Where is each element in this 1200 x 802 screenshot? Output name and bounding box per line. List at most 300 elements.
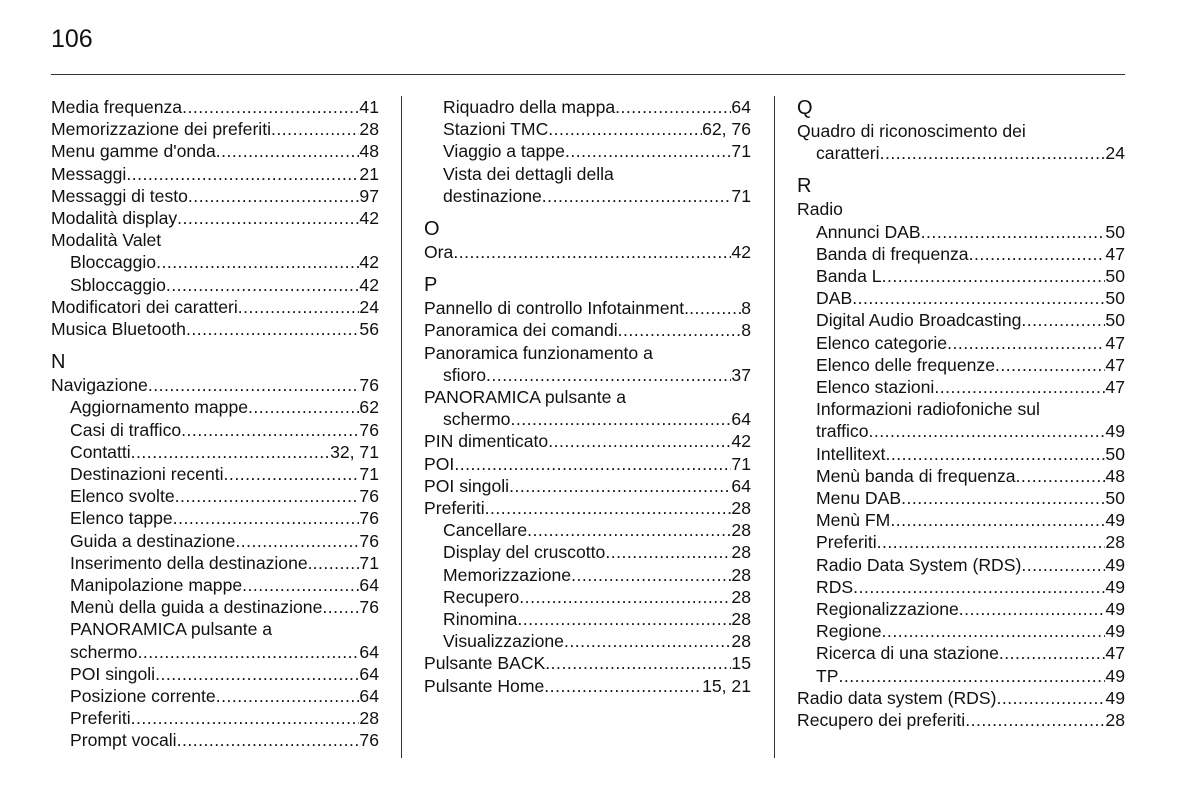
index-entry [51, 485, 379, 507]
index-entry [51, 419, 379, 441]
index-entry [51, 185, 379, 207]
section-letter: O [424, 218, 440, 241]
index-entry [424, 475, 751, 497]
index-term: Menù FM [816, 510, 891, 531]
page-reference: 8 [741, 320, 751, 341]
section-letter: N [51, 351, 66, 374]
index-heading: Modalità Valet [51, 230, 162, 251]
page-reference: 48 [359, 141, 379, 162]
index-term: Preferiti [816, 532, 877, 553]
index-term: Regionalizzazione [816, 599, 959, 620]
index-entry [51, 707, 379, 729]
page-reference: 62 [359, 397, 379, 418]
page-reference: 28 [731, 586, 751, 607]
column-divider-2 [774, 96, 775, 758]
page-reference: 76 [359, 597, 379, 618]
page-reference: 50 [1105, 310, 1125, 331]
index-term: Recupero dei preferiti [797, 710, 966, 731]
page-reference: 64 [731, 97, 751, 117]
dot-leader [965, 709, 1105, 731]
page-reference: 97 [359, 185, 379, 206]
index-term: Menu DAB [816, 488, 902, 509]
index-heading: PANORAMICA pulsante a [70, 619, 273, 640]
index-term: Display del cruscotto [443, 542, 606, 563]
index-entry [797, 487, 1125, 509]
index-term: Annunci DAB [816, 221, 921, 242]
page-reference: 28 [731, 520, 751, 541]
index-entry [51, 641, 379, 663]
dot-leader [564, 630, 731, 652]
dot-leader [188, 185, 360, 207]
index-term: Menù della guida a destinazione [70, 597, 323, 618]
index-entry [797, 687, 1125, 709]
dot-leader [947, 332, 1105, 354]
column-divider-1 [401, 96, 402, 758]
index-term: Pulsante Home [424, 675, 545, 696]
page-reference: 64 [731, 475, 751, 496]
page-reference: 28 [731, 564, 751, 585]
dot-leader [485, 497, 732, 519]
index-term: Messaggi [51, 163, 127, 184]
page-reference: 49 [1105, 665, 1125, 686]
index-term: PIN dimenticato [424, 431, 549, 452]
index-entry [51, 552, 379, 574]
dot-leader [454, 453, 731, 475]
dot-leader [148, 374, 360, 396]
dot-leader [618, 319, 742, 341]
index-entry [51, 207, 379, 229]
index-entry [424, 96, 751, 118]
dot-leader [548, 430, 731, 452]
index-term: Inserimento della destinazione. [70, 552, 313, 573]
page-reference: 32, 71 [330, 441, 379, 462]
page-reference: 37 [731, 364, 751, 385]
dot-leader [177, 729, 360, 751]
index-heading: PANORAMICA pulsante a [424, 387, 627, 408]
index-entry [424, 319, 751, 341]
page-reference: 49 [1105, 510, 1125, 531]
index-entry [797, 309, 1125, 331]
index-term: Visualizzazione [443, 631, 564, 652]
index-term: Ricerca di una stazione [816, 643, 999, 664]
index-term: RDS [816, 576, 854, 597]
page-reference: 49 [1105, 554, 1125, 575]
dot-leader [216, 140, 360, 162]
index-term: Riquadro della mappa [443, 97, 616, 117]
dot-leader [901, 487, 1105, 509]
index-entry [424, 608, 751, 630]
dot-leader [224, 463, 360, 485]
index-entry [424, 241, 751, 263]
page-reference: 50 [1105, 488, 1125, 509]
page-reference: 28 [1105, 532, 1125, 553]
page-reference: 64 [359, 575, 379, 596]
index-entry [797, 221, 1125, 243]
dot-leader [155, 663, 359, 685]
index-entry [424, 185, 751, 207]
page-reference: 47 [1105, 243, 1125, 264]
index-term: Manipolazione mappe [70, 575, 243, 596]
dot-leader [126, 163, 359, 185]
page-reference: 49 [1105, 576, 1125, 597]
page-reference: 42 [359, 252, 379, 273]
dot-leader [548, 118, 702, 140]
index-entry [51, 685, 379, 707]
index-entry [51, 296, 379, 318]
section-letter: P [424, 274, 438, 297]
index-term: Guida a destinazione [70, 530, 236, 551]
page-reference: 64 [359, 686, 379, 707]
dot-leader [235, 530, 359, 552]
index-column-2 [424, 96, 751, 697]
index-term: Messaggi di testo [51, 185, 188, 206]
dot-leader [545, 652, 731, 674]
dot-leader [238, 296, 360, 318]
index-term: schermo [443, 409, 511, 430]
dot-leader [853, 576, 1105, 598]
page-reference: 47 [1105, 354, 1125, 375]
index-entry [797, 620, 1125, 642]
dot-leader [882, 265, 1106, 287]
index-entry [51, 729, 379, 751]
index-entry [51, 441, 379, 463]
page-reference: 71 [731, 141, 751, 162]
dot-leader [271, 118, 359, 140]
index-term: Regione [816, 621, 882, 642]
index-term: Menu gamme d'onda [51, 141, 216, 162]
index-term: Digital Audio Broadcasting [816, 310, 1022, 331]
page-reference: 41 [359, 97, 379, 117]
index-term: Navigazione [51, 375, 148, 396]
index-column-1 [51, 96, 379, 752]
page-reference: 47 [1105, 332, 1125, 353]
dot-leader [615, 96, 731, 118]
page-reference: 50 [1105, 288, 1125, 309]
index-term: Elenco tappe [70, 508, 173, 529]
dot-leader [216, 685, 360, 707]
dot-leader [852, 287, 1105, 309]
dot-leader [882, 620, 1106, 642]
index-term: Pannello di controllo Infotainment. [424, 298, 690, 319]
dot-leader [565, 140, 731, 162]
page-reference: 62, 76 [702, 119, 751, 140]
dot-leader [934, 376, 1105, 398]
index-term: POI singoli [70, 663, 156, 684]
index-entry [51, 374, 379, 396]
page-reference: 64 [731, 409, 751, 430]
index-entry [51, 118, 379, 140]
index-term: Cancellare [443, 520, 528, 541]
index-entry [51, 596, 379, 618]
page-reference: 47 [1105, 643, 1125, 664]
dot-leader [181, 419, 359, 441]
index-entry [51, 396, 379, 418]
page-reference: 71 [359, 464, 379, 485]
index-term: Memorizzazione dei preferiti [51, 119, 272, 140]
index-term: Modificatori dei caratteri [51, 296, 238, 317]
page-reference: 64 [359, 641, 379, 662]
index-term: sfioro [443, 364, 487, 385]
index-term: Preferiti [70, 708, 131, 729]
page-reference: 50 [1105, 221, 1125, 242]
dot-leader [177, 207, 359, 229]
page-reference: 76 [359, 508, 379, 529]
index-term: Banda di frequenza [816, 243, 969, 264]
index-entry [51, 274, 379, 296]
index-term: schermo [70, 641, 138, 662]
dot-leader [689, 297, 741, 319]
dot-leader [880, 142, 1106, 164]
index-entry [51, 140, 379, 162]
dot-leader [838, 665, 1105, 687]
index-entry [424, 675, 751, 697]
dot-leader [969, 243, 1106, 265]
index-entry [424, 519, 751, 541]
index-entry [797, 354, 1125, 376]
index-entry [797, 598, 1125, 620]
index-term: Musica Bluetooth [51, 319, 186, 340]
page-reference: 71 [359, 552, 379, 573]
index-term: Casi di traffico [70, 419, 182, 440]
index-entry [424, 564, 751, 586]
page-reference: 28 [1105, 710, 1125, 731]
page-reference: 49 [1105, 599, 1125, 620]
index-entry [797, 420, 1125, 442]
index-term: Stazioni TMC [443, 119, 549, 140]
index-term: Preferiti [424, 498, 485, 519]
section-letter: Q [797, 97, 813, 119]
index-entry [797, 642, 1125, 664]
index-term: Elenco categorie [816, 332, 948, 353]
index-entry [424, 541, 751, 563]
index-entry [424, 630, 751, 652]
index-term: Intellitext [816, 443, 886, 464]
index-entry [797, 531, 1125, 553]
index-entry [51, 96, 379, 118]
page-reference: 71 [731, 185, 751, 206]
index-entry [424, 652, 751, 674]
page-number: 106 [51, 25, 93, 53]
page-reference: 8 [741, 298, 751, 319]
dot-leader [995, 354, 1105, 376]
dot-leader [313, 552, 360, 574]
page-reference: 15 [731, 653, 751, 674]
index-term: Elenco delle frequenze [816, 354, 995, 375]
index-entry [424, 586, 751, 608]
page-reference: 49 [1105, 621, 1125, 642]
index-term: POI singoli [424, 475, 510, 496]
dot-leader [173, 507, 360, 529]
index-term: Ora [424, 242, 454, 263]
index-entry [797, 709, 1125, 731]
page-reference: 24 [359, 296, 379, 317]
dot-leader [1021, 554, 1105, 576]
dot-leader [156, 251, 359, 273]
dot-leader [509, 475, 731, 497]
page-reference: 71 [731, 453, 751, 474]
index-term: Panoramica dei comandi [424, 320, 618, 341]
dot-leader [885, 443, 1105, 465]
page-reference: 64 [359, 663, 379, 684]
page-reference: 47 [1105, 377, 1125, 398]
index-term: Posizione corrente [70, 686, 216, 707]
index-entry [51, 463, 379, 485]
index-term: Rinomina [443, 609, 518, 630]
index-entry [797, 443, 1125, 465]
index-heading: Informazioni radiofoniche sul [816, 399, 1040, 420]
index-term: Contatti [70, 441, 131, 462]
index-entry [797, 287, 1125, 309]
index-heading: Radio [797, 199, 843, 220]
page-reference: 28 [731, 609, 751, 630]
index-term: traffico [816, 421, 869, 442]
dot-leader [544, 675, 702, 697]
dot-leader [1016, 465, 1106, 487]
page-reference: 28 [731, 631, 751, 652]
page-reference: 50 [1105, 443, 1125, 464]
dot-leader [517, 608, 731, 630]
page-reference: 56 [359, 319, 379, 340]
page-reference: 24 [1105, 143, 1125, 164]
dot-leader [542, 185, 732, 207]
index-entry [797, 332, 1125, 354]
index-entry [424, 430, 751, 452]
header-rule [51, 74, 1125, 75]
page-reference: 49 [1105, 687, 1125, 708]
index-entry [797, 376, 1125, 398]
index-entry [424, 297, 751, 319]
index-entry [51, 530, 379, 552]
page-reference: 49 [1105, 421, 1125, 442]
index-entry [424, 118, 751, 140]
dot-leader [175, 485, 360, 507]
index-entry [51, 663, 379, 685]
index-term: Radio Data System (RDS) [816, 554, 1022, 575]
dot-leader [877, 531, 1106, 553]
dot-leader [999, 642, 1106, 664]
index-entry [797, 554, 1125, 576]
dot-leader [131, 441, 330, 463]
index-entry [797, 243, 1125, 265]
index-heading: Quadro di riconoscimento dei [797, 121, 1026, 141]
index-entry [51, 163, 379, 185]
index-term: Memorizzazione [443, 564, 572, 585]
page-reference: 76 [359, 486, 379, 507]
dot-leader [242, 574, 359, 596]
index-term: POI [424, 453, 455, 474]
dot-leader [510, 408, 731, 430]
index-entry [797, 665, 1125, 687]
index-term: TP [816, 665, 839, 686]
index-term: Sbloccaggio [70, 274, 166, 295]
index-term: Modalità display [51, 208, 178, 229]
page-reference: 76 [359, 730, 379, 751]
index-entry [797, 142, 1125, 164]
index-entry [424, 140, 751, 162]
index-entry [797, 509, 1125, 531]
index-entry [424, 364, 751, 386]
dot-leader [182, 96, 359, 118]
index-term: Recupero [443, 586, 520, 607]
dot-leader [571, 564, 731, 586]
index-term: Menù banda di frequenza [816, 465, 1016, 486]
index-column-3 [797, 96, 1125, 731]
index-term: Radio data system (RDS) [797, 687, 997, 708]
index-entry [51, 251, 379, 273]
index-heading: Panoramica funzionamento a [424, 342, 653, 363]
dot-leader [868, 420, 1105, 442]
index-term: Bloccaggio [70, 252, 157, 273]
page-reference: 28 [731, 542, 751, 563]
dot-leader [453, 241, 731, 263]
page-reference: 42 [731, 242, 751, 263]
dot-leader [486, 364, 731, 386]
page-reference: 48 [1105, 465, 1125, 486]
index-term: DAB [816, 288, 853, 309]
page-reference: 28 [359, 119, 379, 140]
index-entry [424, 408, 751, 430]
index-term: Aggiornamento mappe [70, 397, 249, 418]
index-term: Viaggio a tappe [443, 141, 565, 162]
dot-leader [131, 707, 360, 729]
index-entry [424, 497, 751, 519]
dot-leader [959, 598, 1106, 620]
index-entry [424, 453, 751, 475]
dot-leader [890, 509, 1105, 531]
page-reference: 76 [359, 375, 379, 396]
dot-leader [322, 596, 359, 618]
dot-leader [519, 586, 731, 608]
index-term: Elenco svolte [70, 486, 175, 507]
page-reference: 50 [1105, 266, 1125, 287]
page-reference: 21 [359, 163, 379, 184]
page-reference: 28 [359, 708, 379, 729]
index-term: Pulsante BACK [424, 653, 546, 674]
dot-leader [137, 641, 359, 663]
dot-leader [996, 687, 1105, 709]
page-reference: 42 [731, 431, 751, 452]
section-letter: R [797, 175, 812, 198]
index-entry [51, 318, 379, 340]
index-term: Destinazioni recenti [70, 464, 224, 485]
index-entry [51, 574, 379, 596]
index-entry [797, 576, 1125, 598]
dot-leader [248, 396, 359, 418]
page-reference: 76 [359, 530, 379, 551]
page-reference: 42 [359, 274, 379, 295]
index-term: Elenco stazioni [816, 377, 935, 398]
index-entry [51, 507, 379, 529]
dot-leader [527, 519, 731, 541]
index-term: Banda L [816, 266, 882, 287]
dot-leader [921, 221, 1106, 243]
index-term: caratteri [816, 143, 880, 164]
dot-leader [1021, 309, 1105, 331]
index-term: Media frequenza [51, 97, 183, 117]
index-term: destinazione [443, 185, 542, 206]
page-reference: 42 [359, 208, 379, 229]
index-heading: Vista dei dettagli della [443, 163, 614, 184]
index-entry [797, 265, 1125, 287]
page-reference: 28 [731, 498, 751, 519]
index-entry [797, 465, 1125, 487]
index-term: Prompt vocali [70, 730, 177, 751]
page-reference: 15, 21 [702, 675, 751, 696]
dot-leader [186, 318, 359, 340]
page-reference: 76 [359, 419, 379, 440]
dot-leader [166, 274, 360, 296]
dot-leader [605, 541, 731, 563]
